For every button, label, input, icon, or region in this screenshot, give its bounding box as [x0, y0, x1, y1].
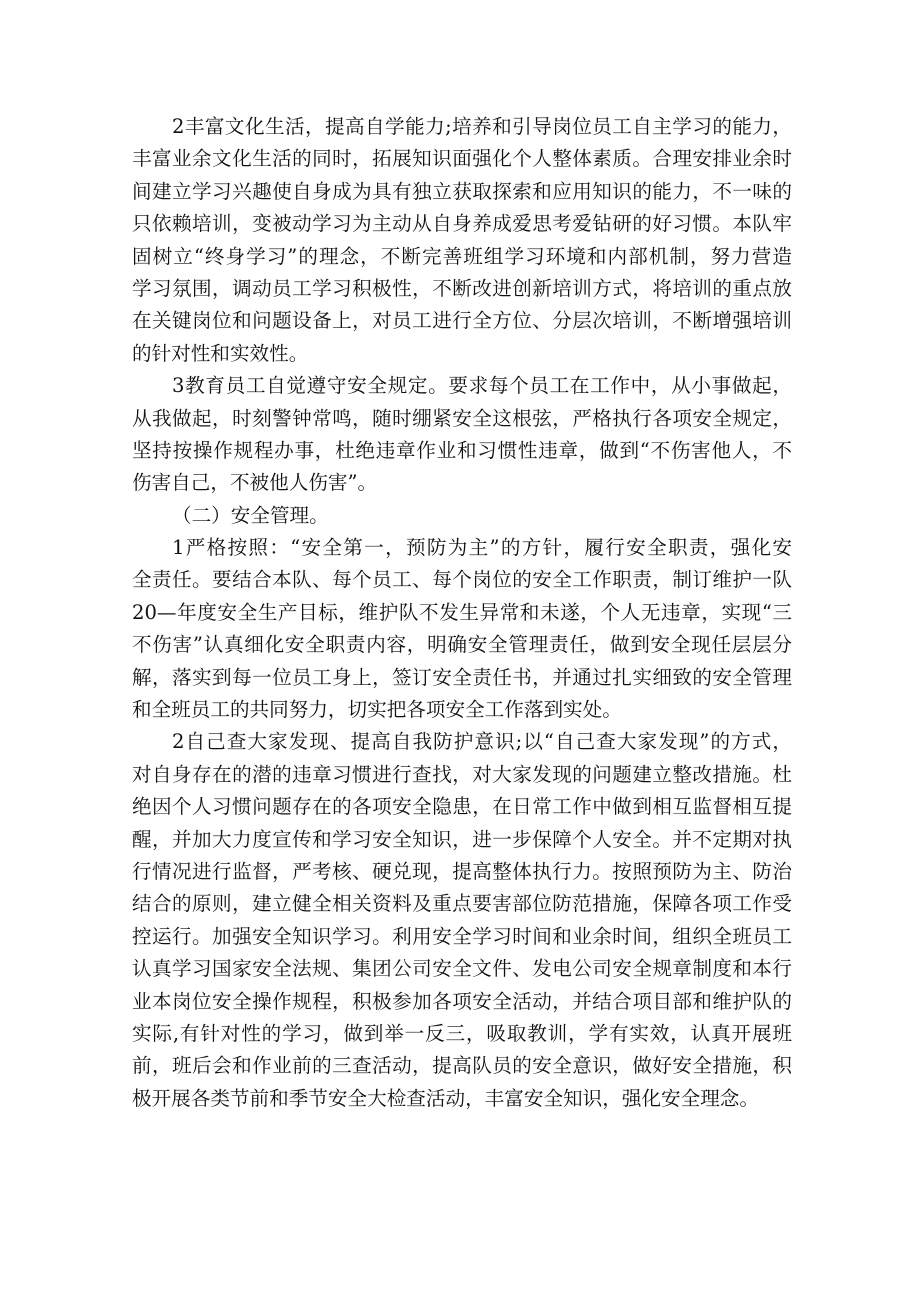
- text-line: 绝因个人习惯问题存在的各项安全隐患，在日常工作中做到相互监督相互提: [132, 795, 792, 819]
- section-heading: [132, 500, 792, 532]
- text-line: 不伤害”认真细化安全职责内容，明确安全管理责任，做到安全现任层层分: [132, 633, 792, 657]
- text-line: 20—年度安全生产目标，维护队不发生异常和未遂，个人无违章，实现“三: [132, 600, 792, 624]
- text-line: 前，班后会和作业前的三查活动，提高队员的安全意识，做好安全措施，积: [132, 1054, 792, 1078]
- paragraph: [132, 111, 792, 370]
- text-line: 学习氛围，调动员工学习积极性，不断改进创新培训方式，将培训的重点放: [132, 276, 792, 300]
- text-line: 解，落实到每一位员工身上，签订安全责任书，并通过扎实细致的安全管理: [132, 665, 792, 689]
- text-line: 全责任。要结合本队、每个员工、每个岗位的安全工作职责，制订维护一队: [132, 568, 792, 592]
- document-body: [132, 111, 792, 1115]
- text-line: 1严格按照：“安全第一，预防为主”的方针，履行安全职责，强化安: [172, 536, 792, 560]
- text-line: 3教育员工自觉遵守安全规定。要求每个员工在工作中，从小事做起，: [172, 374, 792, 398]
- text-line: 的针对性和实效性。: [132, 341, 309, 365]
- text-line: 醒，并加大力度宣传和学习安全知识，进一步保障个人安全。并不定期对执: [132, 827, 792, 851]
- text-line: 间建立学习兴趣使自身成为具有独立获取探索和应用知识的能力，不一味的: [132, 179, 792, 203]
- text-line: 丰富业余文化生活的同时，拓展知识面强化个人整体素质。合理安排业余时: [132, 147, 792, 171]
- paragraph: [132, 726, 792, 1115]
- text-line: 行情况进行监督，严考核、硬兑现，提高整体执行力。按照预防为主、防治: [132, 859, 792, 883]
- text-line: 认真学习国家安全法规、集团公司安全文件、发电公司安全规章制度和本行: [132, 957, 792, 981]
- text-line: 在关键岗位和问题设备上，对员工进行全方位、分层次培训，不断增强培训: [132, 309, 792, 333]
- text-line: 2自己查大家发现、提高自我防护意识;以“自己查大家发现”的方式，: [172, 730, 792, 754]
- text-line: 伤害自己，不被他人伤害”。: [132, 471, 378, 495]
- text-line: 2丰富文化生活，提高自学能力;培养和引导岗位员工自主学习的能力，: [172, 115, 792, 138]
- text-line: 极开展各类节前和季节安全大检查活动，丰富安全知识，强化安全理念。: [132, 1086, 759, 1110]
- paragraph: [132, 370, 792, 500]
- text-line: （二）安全管理。: [172, 503, 329, 527]
- text-line: 对自身存在的潜的违章习惯进行查找，对大家发现的问题建立整改措施。杜: [132, 762, 792, 786]
- text-line: 业本岗位安全操作规程，积极参加各项安全活动，并结合项目部和维护队的: [132, 989, 792, 1013]
- text-line: 控运行。加强安全知识学习。利用安全学习时间和业余时间，组织全班员工: [132, 924, 792, 948]
- text-line: 只依赖培训，变被动学习为主动从自身养成爱思考爱钻研的好习惯。本队牢: [132, 212, 792, 236]
- text-line: 坚持按操作规程办事，杜绝违章作业和习惯性违章，做到“不伤害他人，不: [132, 438, 792, 462]
- paragraph: [132, 532, 792, 726]
- text-line: 从我做起，时刻警钟常鸣，随时绷紧安全这根弦，严格执行各项安全规定，: [132, 406, 792, 430]
- text-line: 固树立“终身学习”的理念，不断完善班组学习环境和内部机制，努力营造: [132, 244, 792, 268]
- text-line: 结合的原则，建立健全相关资料及重点要害部位防范措施，保障各项工作受: [132, 892, 792, 916]
- text-line: 实际,有针对性的学习，做到举一反三，吸取教训，学有实效，认真开展班: [132, 1021, 792, 1045]
- text-line: 和全班员工的共同努力，切实把各项安全工作落到实处。: [132, 698, 622, 722]
